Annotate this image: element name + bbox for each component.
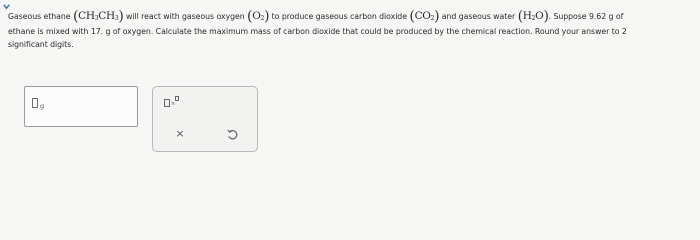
question-text-segment: Gaseous ethane [8,12,71,21]
question-text-segment: . Suppose 9.62 g of [548,12,624,21]
times-symbol: × [171,101,176,107]
water-formula: $(H_2O)$ [517,8,549,25]
question-text-segment: to produce gaseous carbon dioxide [271,12,407,21]
unit-label: g [40,102,45,110]
exponent-box [175,96,179,101]
question-line-3: significant digits. [8,40,74,49]
question-text-segment: will react with gaseous oxygen [126,12,245,21]
question-line-1 [8,10,698,25]
undo-icon[interactable] [226,128,239,141]
mantissa-box [164,99,170,107]
carbon-dioxide-formula: $(CO_2)$ [409,8,440,25]
close-icon[interactable]: × [175,127,185,140]
question-text [8,10,698,51]
scientific-notation-icon[interactable] [162,96,182,110]
math-tool-panel [152,86,258,152]
question-line-2: ethane is mixed with 17. g of oxygen. Calculate the maximum mass of carbon dioxide that could be produced by the chemical reaction. Round your answer to 2 [8,27,627,36]
input-placeholder-box[interactable] [32,98,38,108]
ethane-formula: $(CH_3CH_3)$ [72,8,124,25]
answer-input[interactable] [24,86,138,127]
question-text-segment: and gaseous water [441,12,516,21]
oxygen-formula: $(O_2)$ [247,8,270,25]
